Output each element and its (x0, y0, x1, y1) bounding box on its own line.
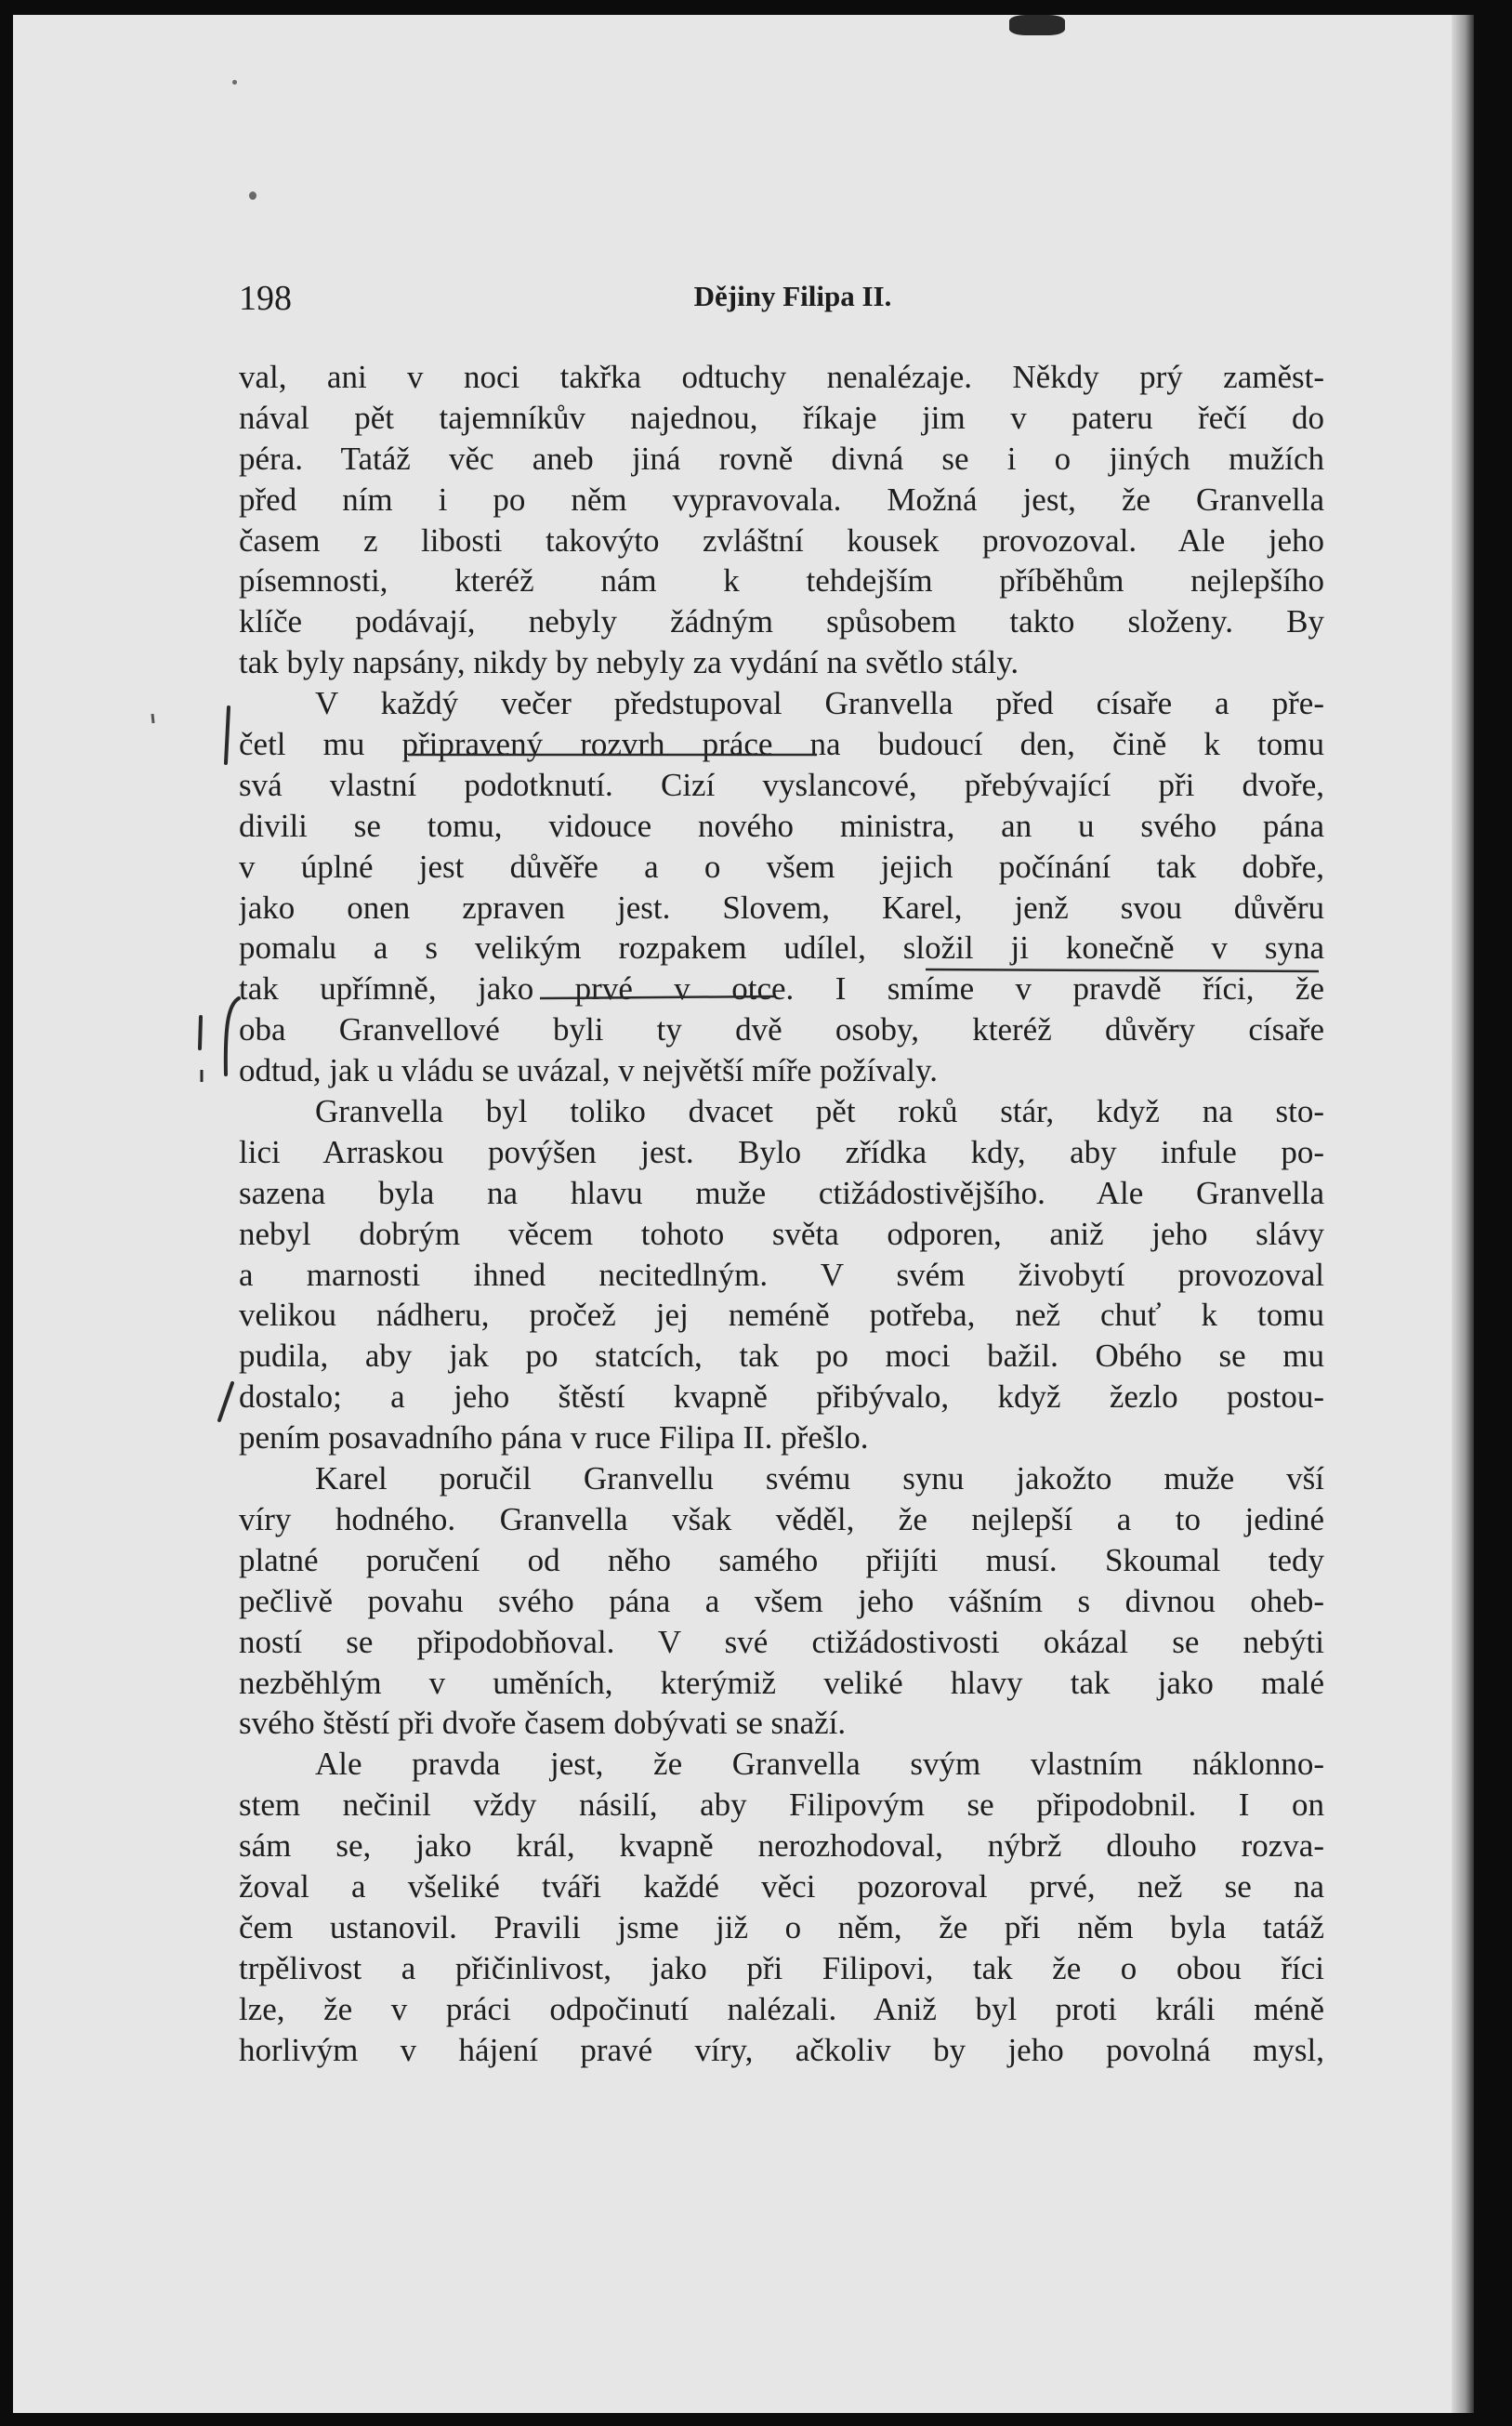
text-line: a marnosti ihned necitedlným. V svém živobytí provozoval (239, 1256, 1324, 1293)
text-line: horlivým v hájení pravé víry, ačkoliv by jeho povolná mysl, (239, 2031, 1324, 2068)
margin-bracket-mark (226, 998, 239, 1075)
text-line: pením posavadního pána v ruce Filipa II. přešlo. (239, 1419, 869, 1457)
text-line: četl mu připravený rozvrh práce na budoucí den, čině k tomu (239, 726, 1324, 763)
text-line: klíče podávají, nebyly žádným spůsobem takto složeny. By (239, 603, 1324, 640)
text-line: svá vlastní podotknutí. Cizí vyslancové, přebývající při dvoře, (239, 766, 1324, 803)
page-edge-shadow (1452, 15, 1474, 2413)
text-line: odtud, jak u vládu se uvázal, v největší míře požívaly. (239, 1052, 938, 1089)
text-line: dostalo; a jeho štěstí kvapně přibývalo, když žezlo postou- (239, 1378, 1324, 1416)
page-number: 198 (239, 279, 292, 318)
book-page (13, 15, 1474, 2413)
text-line: lici Arraskou povýšen jest. Bylo zřídka kdy, aby infule po- (239, 1133, 1324, 1170)
text-line: Granvella byl toliko dvacet pět roků stár, když na sto- (315, 1093, 1324, 1130)
text-line: nezběhlým v uměních, kterýmiž veliké hlavy tak jako malé (239, 1664, 1324, 1701)
text-line: čem ustanovil. Pravili jsme již o něm, že při něm byla tatáž (239, 1908, 1324, 1945)
text-line: Ale pravda jest, že Granvella svým vlastním náklonno- (315, 1746, 1324, 1783)
text-line: ností se připodobňoval. V své ctižádostivosti okázal se nebýti (239, 1623, 1324, 1660)
ink-speck (249, 191, 256, 200)
text-line: žoval a všeliké tváři každé věci pozoroval prvé, než se na (239, 1867, 1324, 1905)
text-line: trpělivost a přičinlivost, jako při Filipovi, tak že o obou říci (239, 1949, 1324, 1986)
text-line: V každý večer předstupoval Granvella před císaře a pře- (315, 685, 1324, 722)
text-line: stem nečinil vždy násilí, aby Filipovým se připodobnil. I on (239, 1787, 1324, 1824)
text-line: víry hodného. Granvella však věděl, že nejlepší a to jediné (239, 1500, 1324, 1537)
margin-stroke-mark (152, 714, 153, 723)
text-line: tak byly napsány, nikdy by nebyly za vydání na světlo stály. (239, 644, 1019, 681)
margin-stroke-mark (200, 1017, 201, 1048)
text-line: sazena byla na hlavu muže ctižádostivějšího. Ale Granvella (239, 1174, 1324, 1211)
text-line: nebyl dobrým věcem tohoto světa odporen, aniž jeho slávy (239, 1215, 1324, 1252)
text-line: sám se, jako král, kvapně nerozhodoval, nýbrž dlouho rozva- (239, 1827, 1324, 1865)
text-line: Karel poručil Granvellu svému synu jakožto muže vší (315, 1460, 1324, 1497)
text-line: pomalu a s velikým rozpakem udílel, složil ji konečně v syna (239, 930, 1324, 967)
text-line: pudila, aby jak po statcích, tak po moci bažil. Obého se mu (239, 1338, 1324, 1375)
text-line: v úplné jest důvěře a o všem jejich počínání tak dobře, (239, 848, 1324, 885)
text-line: val, ani v noci takřka odtuchy nenalézaje. Někdy prý zaměst- (239, 359, 1324, 395)
text-line: pečlivě povahu svého pána a všem jeho vášním s divnou oheb- (239, 1582, 1324, 1619)
text-line: svého štěstí při dvoře časem dobývati se snaží. (239, 1705, 847, 1742)
text-line: písemnosti, kteréž nám k tehdejším příběhům nejlepšího (239, 562, 1324, 600)
text-line: jako onen zpraven jest. Slovem, Karel, jenž svou důvěru (239, 889, 1324, 926)
text-line: oba Granvellové byli ty dvě osoby, kteréž důvěry císaře (239, 1011, 1324, 1048)
page-header (239, 278, 1309, 318)
ink-speck (232, 80, 237, 85)
margin-bracket-mark (226, 707, 229, 763)
text-line: platné poručení od něho samého přijíti musí. Skoumal tedy (239, 1541, 1324, 1578)
text-line: péra. Tatáž věc aneb jiná rovně divná se i o jiných mužích (239, 440, 1324, 477)
text-line: divili se tomu, vidouce nového ministra, an u svého pána (239, 807, 1324, 844)
ink-speck (1009, 15, 1065, 35)
running-title: Dějiny Filipa II. (693, 280, 892, 312)
text-line: před ním i po něm vypravovala. Možná jest, že Granvella (239, 481, 1324, 518)
text-line: nával pět tajemníkův najednou, říkaje jim v pateru řečí do (239, 399, 1324, 436)
text-line: velikou nádheru, pročež jej neméně potřeba, než chuť k tomu (239, 1297, 1324, 1334)
text-line: tak upřímně, jako prvé v otce. I smíme v pravdě říci, že (239, 970, 1324, 1008)
body-text (239, 357, 1324, 2070)
text-line: lze, že v práci odpočinutí nalézali. Aniž byl proti králi méně (239, 1990, 1324, 2027)
margin-slash-mark (219, 1383, 232, 1420)
text-line: časem z libosti takovýto zvláštní kousek provozoval. Ale jeho (239, 521, 1324, 559)
